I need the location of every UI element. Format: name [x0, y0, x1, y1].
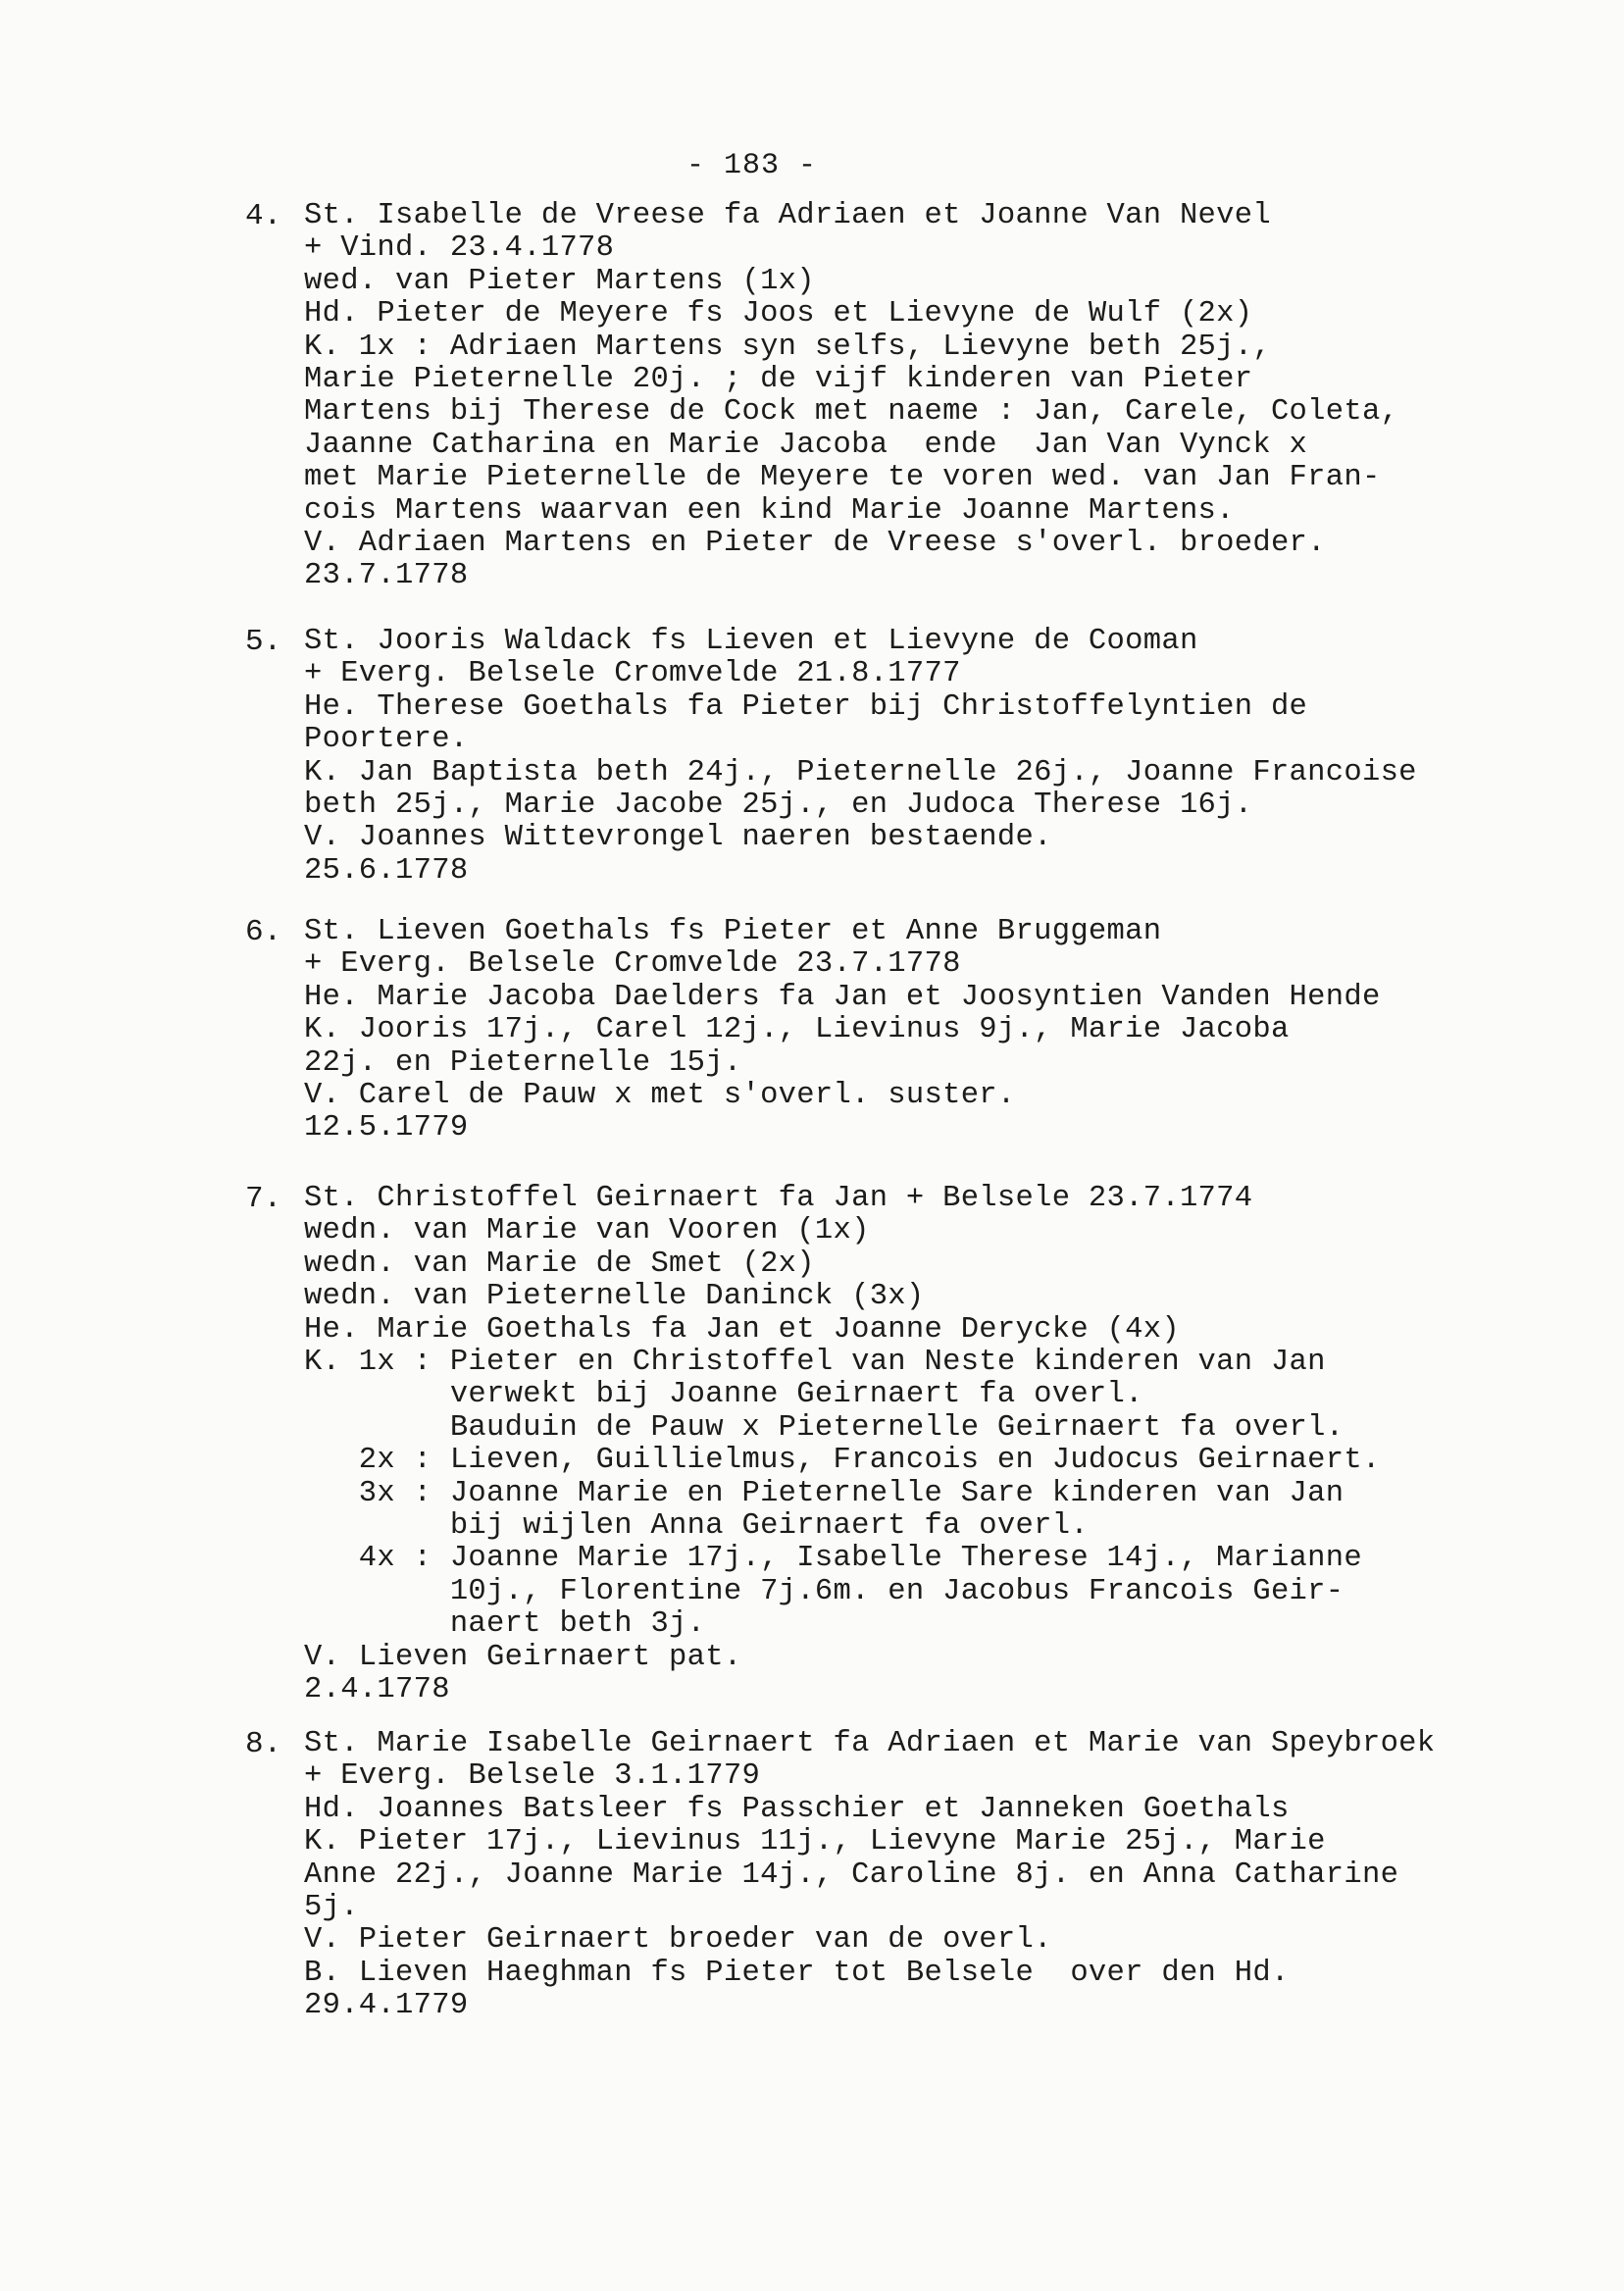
text-line: St. Isabelle de Vreese fa Adriaen et Joanne Van Nevel — [304, 199, 1271, 232]
page-number: - 183 - — [686, 149, 818, 182]
text-line: He. Marie Jacoba Daelders fa Jan et Joosyntien Vanden Hende — [304, 980, 1381, 1014]
text-line: 2x : Lieven, Guillielmus, Francois en Judocus Geirnaert. — [304, 1444, 1381, 1478]
text-line: Anne 22j., Joanne Marie 14j., Caroline 8j. en Anna Catharine — [304, 1858, 1399, 1892]
text-line: St. Jooris Waldack fs Lieven et Lievyne de Cooman — [304, 625, 1198, 658]
text-line: K. Jan Baptista beth 24j., Pieternelle 26j., Joanne Francoise — [304, 755, 1417, 789]
entry-number: 7. — [245, 1182, 282, 1216]
text-line: naert beth 3j. — [304, 1607, 706, 1642]
text-line: Martens bij Therese de Cock met naeme : Jan, Carele, Coleta, — [304, 395, 1399, 430]
text-line: 25.6.1778 — [304, 853, 469, 888]
text-line: 3x : Joanne Marie en Pieternelle Sare kinderen van Jan — [304, 1476, 1345, 1510]
entry-text — [304, 916, 1381, 1146]
text-line: 12.5.1779 — [304, 1111, 469, 1146]
text-line: V. Lieven Geirnaert pat. — [304, 1640, 742, 1674]
entry-number: 6. — [245, 915, 282, 949]
text-line: V. Carel de Pauw x met s'overl. suster. — [304, 1079, 1016, 1113]
text-line: beth 25j., Marie Jacobe 25j., en Judoca Therese 16j. — [304, 789, 1253, 823]
text-line: + Everg. Belsele Cromvelde 23.7.1778 — [304, 947, 961, 982]
text-line: K. Jooris 17j., Carel 12j., Lievinus 9j., Marie Jacoba — [304, 1013, 1290, 1047]
text-line: St. Lieven Goethals fs Pieter et Anne Bruggeman — [304, 915, 1162, 948]
text-line: wedn. van Marie van Vooren (1x) — [304, 1214, 870, 1248]
text-line: V. Joannes Wittevrongel naeren bestaende. — [304, 821, 1052, 855]
text-line: + Everg. Belsele 3.1.1779 — [304, 1759, 761, 1794]
text-line: B. Lieven Haeghman fs Pieter tot Belsele over den Hd. — [304, 1956, 1290, 1990]
text-line: V. Pieter Geirnaert broeder van de overl. — [304, 1923, 1052, 1958]
text-line: Jaanne Catharina en Marie Jacoba ende Jan Van Vynck x — [304, 428, 1308, 462]
text-line: met Marie Pieternelle de Meyere te voren wed. van Jan Fran- — [304, 461, 1381, 495]
text-line: + Vind. 23.4.1778 — [304, 231, 615, 266]
text-line: verwekt bij Joanne Geirnaert fa overl. — [304, 1378, 1143, 1412]
text-line: K. Pieter 17j., Lievinus 11j., Lievyne Marie 25j., Marie — [304, 1825, 1326, 1859]
text-line: He. Therese Goethals fa Pieter bij Christoffelyntien de — [304, 689, 1308, 724]
text-line: Hd. Joannes Batsleer fs Passchier et Janneken Goethals — [304, 1792, 1290, 1826]
text-line: V. Adriaen Martens en Pieter de Vreese s'overl. broeder. — [304, 527, 1326, 561]
entry-text — [304, 1183, 1381, 1707]
text-line: Bauduin de Pauw x Pieternelle Geirnaert fa overl. — [304, 1410, 1345, 1445]
text-line: He. Marie Goethals fa Jan et Joanne Derycke (4x) — [304, 1312, 1180, 1347]
text-line: Hd. Pieter de Meyere fs Joos et Lievyne de Wulf (2x) — [304, 297, 1253, 331]
entry-number: 4. — [245, 199, 282, 233]
text-line: wedn. van Pieternelle Daninck (3x) — [304, 1280, 925, 1314]
text-line: K. 1x : Pieter en Christoffel van Neste kinderen van Jan — [304, 1346, 1326, 1380]
text-line: 5j. — [304, 1891, 359, 1925]
entry-text — [304, 200, 1398, 593]
text-line: Marie Pieternelle 20j. ; de vijf kinderen van Pieter — [304, 363, 1253, 397]
text-line: bij wijlen Anna Geirnaert fa overl. — [304, 1509, 1089, 1544]
text-line: K. 1x : Adriaen Martens syn selfs, Lievyne beth 25j., — [304, 330, 1271, 364]
text-line: St. Christoffel Geirnaert fa Jan + Belsele 23.7.1774 — [304, 1182, 1253, 1215]
entry-number: 8. — [245, 1727, 282, 1761]
text-line: cois Martens waarvan een kind Marie Joanne Martens. — [304, 493, 1235, 528]
entry-text — [304, 1728, 1435, 2023]
text-line: 23.7.1778 — [304, 559, 469, 593]
text-line: St. Marie Isabelle Geirnaert fa Adriaen et Marie van Speybroek — [304, 1727, 1436, 1760]
text-line: 4x : Joanne Marie 17j., Isabelle Therese 14j., Marianne — [304, 1542, 1362, 1576]
text-line: 22j. en Pieternelle 15j. — [304, 1045, 742, 1080]
text-line: 29.4.1779 — [304, 1989, 469, 2023]
entry-number: 5. — [245, 625, 282, 659]
text-line: + Everg. Belsele Cromvelde 21.8.1777 — [304, 657, 961, 691]
entry-text — [304, 626, 1417, 888]
text-line: wed. van Pieter Martens (1x) — [304, 264, 815, 298]
text-line: 2.4.1778 — [304, 1673, 450, 1707]
text-line: 10j., Florentine 7j.6m. en Jacobus Francois Geir- — [304, 1574, 1345, 1608]
text-line: wedn. van Marie de Smet (2x) — [304, 1247, 815, 1281]
text-line: Poortere. — [304, 723, 469, 757]
